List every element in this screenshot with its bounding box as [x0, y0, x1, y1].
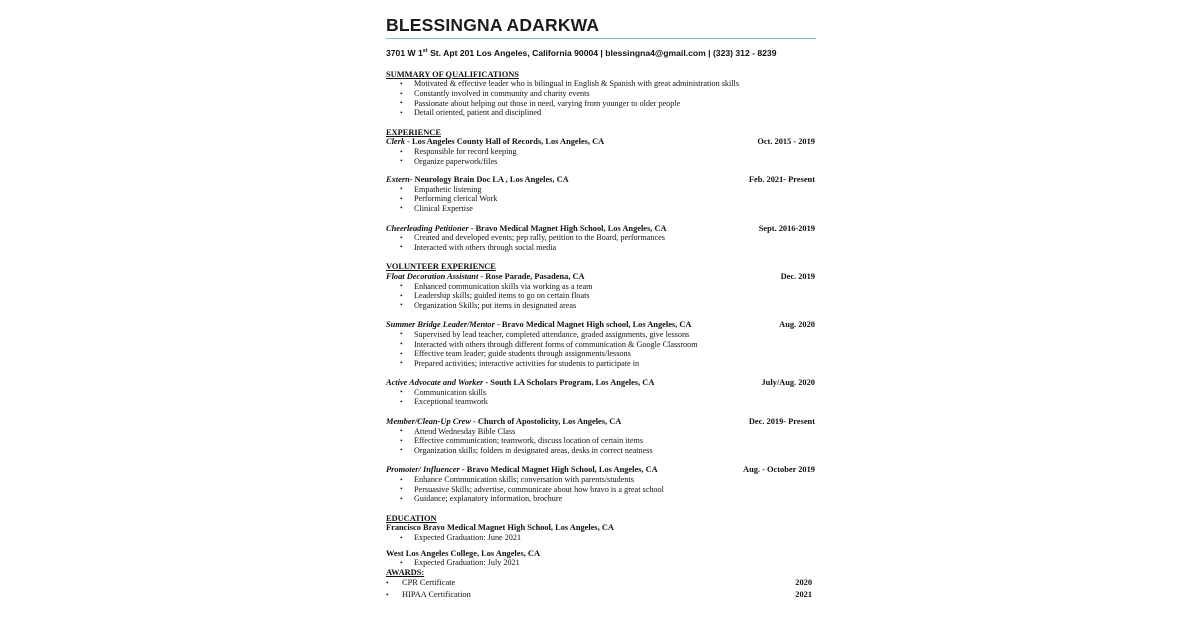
contact-address-rest: St. Apt 201 Los Angeles, California 90004 | blessingna4@gmail.com | (323) 312 - 8239 [427, 47, 777, 58]
list-item: • Attend Wednesday Bible Class [404, 427, 816, 437]
list-item: • Organization Skills; put items in designated areas [404, 301, 816, 311]
list-item: • Effective communication; teamwork, discuss location of certain items [404, 436, 816, 446]
job-role: Cheerleading Petitioner [386, 223, 469, 233]
contact-line [386, 46, 816, 59]
experience-section [386, 128, 816, 253]
list-item: • Responsible for record keeping [404, 147, 816, 157]
volunteer-date: Aug. - October 2019 [743, 465, 815, 475]
volunteer-role: Active Advocate and Worker [386, 378, 484, 388]
volunteer-role: Member/Clean-Up Crew [386, 417, 471, 427]
job-org: - Los Angeles County Hall of Records, Los Angeles, CA [405, 137, 605, 147]
section-title-summary: SUMMARY OF QUALIFICATIONS [386, 69, 519, 79]
volunteer-section [386, 262, 816, 503]
summary-section [386, 70, 816, 118]
list-item: • Leadership skills; guided items to go on certain floats [404, 291, 816, 301]
list-item: • Interacted with others through social media [404, 243, 816, 253]
volunteer-role: Summer Bridge Leader/Mentor [386, 320, 495, 330]
experience-entry [386, 224, 816, 253]
list-item: • Persuasive Skills; advertise, communicate about how bravo is a great school [404, 485, 816, 495]
list-item: • Enhance Communication skills; conversation with parents/students [404, 475, 816, 485]
job-date: Sept. 2016-2019 [758, 223, 815, 233]
list-item: • Performing clerical Work [404, 194, 816, 204]
award-row [386, 589, 816, 601]
job-role: Clerk [386, 137, 406, 147]
list-item: • Enhanced communication skills via working as a team [404, 282, 816, 292]
list-item: • Created and developed events; pep rally, petition to the Board, performances [404, 233, 816, 243]
resume-page [386, 14, 816, 601]
list-item: • Passionate about helping out those in need, varying from younger to older people [404, 99, 816, 109]
contact-address-suffix: st [422, 48, 428, 54]
list-item: • Supervised by lead teacher, completed attendance, graded assignments, give lessons [404, 330, 816, 340]
list-item: • Guidance; explanatory information, brochure [404, 494, 816, 504]
list-item: • Organize paperwork/files [404, 157, 816, 167]
volunteer-date: Aug. 2020 [779, 320, 815, 330]
award-name: • CPR Certificate [386, 577, 455, 589]
volunteer-org: - South LA Scholars Program, Los Angeles, CA [483, 378, 655, 388]
volunteer-entry [386, 320, 816, 368]
volunteer-date: Dec. 2019 [780, 271, 815, 281]
education-section [386, 514, 816, 568]
job-org: - Bravo Medical Magnet High School, Los Angeles, CA [468, 223, 667, 233]
school-name: West Los Angeles College, Los Angeles, CA [386, 548, 541, 558]
job-role: Extern [386, 175, 410, 185]
list-item: • Expected Graduation: June 2021 [404, 533, 816, 543]
volunteer-entry [386, 378, 816, 407]
volunteer-org: - Church of Apostolicity, Los Angeles, CA [470, 417, 622, 427]
list-item: • Clinical Expertise [404, 204, 816, 214]
volunteer-role: Promoter/ Influencer [386, 465, 460, 475]
header-divider [386, 38, 816, 39]
list-item: • Detail oriented, patient and disciplined [404, 108, 816, 118]
award-row [386, 577, 816, 589]
award-year: 2021 [795, 590, 812, 600]
volunteer-org: - Bravo Medical Magnet High School, Los Angeles, CA [459, 465, 658, 475]
volunteer-org: - Bravo Medical Magnet High school, Los Angeles, CA [494, 320, 692, 330]
job-org: - Neurology Brain Doc LA , Los Angeles, CA [409, 175, 569, 185]
award-year: 2020 [795, 578, 812, 588]
volunteer-date: Dec. 2019- Present [748, 417, 815, 427]
list-item: • Motivated & effective leader who is bilingual in English & Spanish with great administration skills [404, 79, 816, 89]
contact-address-start: 3701 W 1 [386, 47, 423, 58]
volunteer-entry [386, 465, 816, 503]
volunteer-role: Float Decoration Assistant [386, 271, 479, 281]
volunteer-date: July/Aug. 2020 [761, 378, 815, 388]
section-title-volunteer: VOLUNTEER EXPERIENCE [386, 262, 496, 272]
section-title-experience: EXPERIENCE [386, 127, 441, 137]
list-item: • Empathetic listening [404, 185, 816, 195]
job-date: Feb. 2021- Present [748, 175, 815, 185]
list-item: • Exceptional teamwork [404, 397, 816, 407]
experience-entry [386, 175, 816, 213]
volunteer-entry [386, 272, 816, 310]
volunteer-entry [386, 417, 816, 455]
experience-entry [386, 137, 816, 166]
list-item: • Constantly involved in community and charity events [404, 89, 816, 99]
list-item: • Communication skills [404, 388, 816, 398]
school-name: Francisco Bravo Medical Magnet High School, Los Angeles, CA [386, 523, 614, 533]
candidate-name: BLESSINGNA ADARKWA [386, 15, 600, 35]
summary-list [386, 79, 816, 117]
volunteer-org: - Rose Parade, Pasadena, CA [478, 271, 585, 281]
list-item: • Effective team leader; guide students through assignments/lessons [404, 349, 816, 359]
list-item: • Prepared activities; interactive activities for students to participate in [404, 359, 816, 369]
section-title-awards: AWARDS: [386, 567, 425, 577]
list-item: • Interacted with others through different forms of communication & Google Classroom [404, 340, 816, 350]
list-item: • Expected Graduation: July 2021 [404, 558, 816, 568]
award-name: • HIPAA Certification [386, 589, 471, 601]
section-title-education: EDUCATION [386, 513, 437, 523]
awards-section [386, 568, 816, 601]
job-date: Oct. 2015 - 2019 [757, 137, 815, 147]
list-item: • Organization skills; folders in designated areas, desks in correct neatness [404, 446, 816, 456]
